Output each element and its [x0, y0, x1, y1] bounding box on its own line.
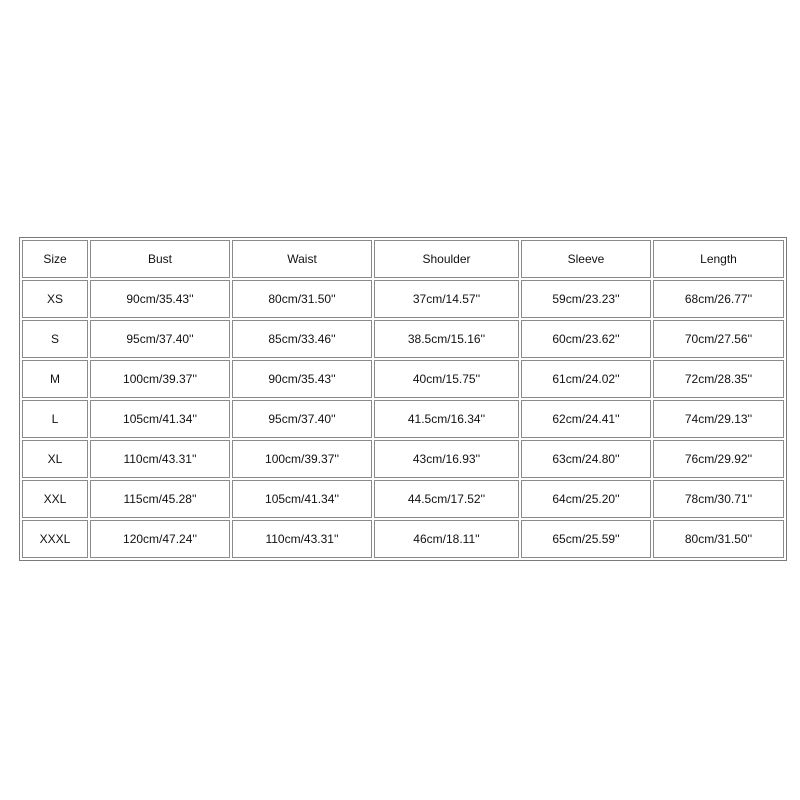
table-row — [22, 520, 784, 558]
cell-size: M — [22, 360, 88, 398]
cell-shoulder: 40cm/15.75'' — [374, 360, 519, 398]
table-row — [22, 480, 784, 518]
cell-bust: 100cm/39.37'' — [90, 360, 230, 398]
table-header-row — [22, 240, 784, 278]
cell-waist: 110cm/43.31'' — [232, 520, 372, 558]
cell-shoulder: 41.5cm/16.34'' — [374, 400, 519, 438]
cell-shoulder: 38.5cm/15.16'' — [374, 320, 519, 358]
cell-bust: 115cm/45.28'' — [90, 480, 230, 518]
cell-shoulder: 44.5cm/17.52'' — [374, 480, 519, 518]
cell-shoulder: 43cm/16.93'' — [374, 440, 519, 478]
cell-sleeve: 59cm/23.23'' — [521, 280, 651, 318]
cell-sleeve: 65cm/25.59'' — [521, 520, 651, 558]
table-row — [22, 400, 784, 438]
cell-size: XS — [22, 280, 88, 318]
header-bust: Bust — [90, 240, 230, 278]
cell-waist: 80cm/31.50'' — [232, 280, 372, 318]
cell-size: XXL — [22, 480, 88, 518]
cell-length: 70cm/27.56'' — [653, 320, 784, 358]
cell-shoulder: 46cm/18.11'' — [374, 520, 519, 558]
header-sleeve: Sleeve — [521, 240, 651, 278]
cell-waist: 95cm/37.40'' — [232, 400, 372, 438]
table-row — [22, 280, 784, 318]
cell-waist: 100cm/39.37'' — [232, 440, 372, 478]
table-row — [22, 360, 784, 398]
cell-sleeve: 62cm/24.41'' — [521, 400, 651, 438]
header-length: Length — [653, 240, 784, 278]
cell-sleeve: 63cm/24.80'' — [521, 440, 651, 478]
cell-size: XXXL — [22, 520, 88, 558]
cell-bust: 120cm/47.24'' — [90, 520, 230, 558]
cell-bust: 90cm/35.43'' — [90, 280, 230, 318]
cell-length: 68cm/26.77'' — [653, 280, 784, 318]
cell-shoulder: 37cm/14.57'' — [374, 280, 519, 318]
cell-size: L — [22, 400, 88, 438]
cell-waist: 85cm/33.46'' — [232, 320, 372, 358]
cell-sleeve: 60cm/23.62'' — [521, 320, 651, 358]
cell-bust: 105cm/41.34'' — [90, 400, 230, 438]
cell-bust: 95cm/37.40'' — [90, 320, 230, 358]
table-row — [22, 440, 784, 478]
cell-size: XL — [22, 440, 88, 478]
cell-length: 78cm/30.71'' — [653, 480, 784, 518]
cell-bust: 110cm/43.31'' — [90, 440, 230, 478]
cell-length: 74cm/29.13'' — [653, 400, 784, 438]
header-size: Size — [22, 240, 88, 278]
cell-length: 76cm/29.92'' — [653, 440, 784, 478]
cell-length: 72cm/28.35'' — [653, 360, 784, 398]
cell-sleeve: 64cm/25.20'' — [521, 480, 651, 518]
cell-size: S — [22, 320, 88, 358]
cell-waist: 105cm/41.34'' — [232, 480, 372, 518]
cell-waist: 90cm/35.43'' — [232, 360, 372, 398]
cell-length: 80cm/31.50'' — [653, 520, 784, 558]
cell-sleeve: 61cm/24.02'' — [521, 360, 651, 398]
header-shoulder: Shoulder — [374, 240, 519, 278]
table-row — [22, 320, 784, 358]
header-waist: Waist — [232, 240, 372, 278]
size-chart-table — [20, 238, 786, 560]
